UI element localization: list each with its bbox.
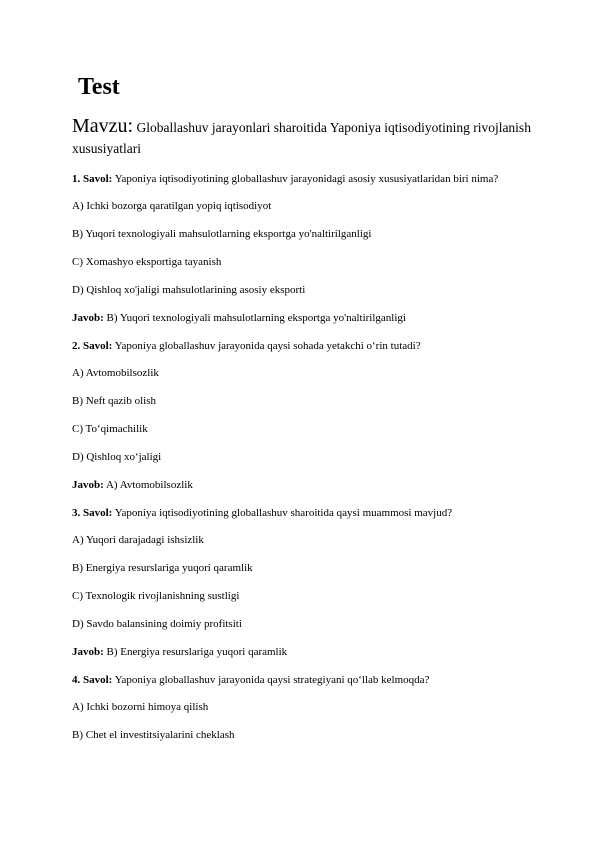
answer-1 <box>72 312 532 325</box>
question-text: Yaponiya globallashuv jarayonida qaysi strategiyani qo‘llab kelmoqda? <box>114 674 430 686</box>
option: A) Yuqori darajadagi ishsizlik <box>72 534 204 546</box>
option: B) Energiya resurslariga yuqori qaramlik <box>72 562 253 574</box>
question-number: 2. Savol: <box>72 340 113 352</box>
question-number: 3. Savol: <box>72 507 113 519</box>
option: A) Avtomobilsozlik <box>72 367 159 379</box>
option: A) Ichki bozorni himoya qilish <box>72 701 209 713</box>
answer-text: A) Avtomobilsozlik <box>105 479 193 491</box>
option: B) Yuqori texnologiyali mahsulotlarning eksportga yo'naltirilganligi <box>72 228 372 240</box>
option: B) Chet el investitsiyalarini cheklash <box>72 729 235 741</box>
answer-text: B) Yuqori texnologiyali mahsulotlarning eksportga yo'naltirilganligi <box>106 312 406 324</box>
topic-line <box>72 116 532 159</box>
option: C) Texnologik rivojlanishning sustligi <box>72 590 240 602</box>
option: C) To‘qimachilik <box>72 423 148 435</box>
topic-label: Mavzu <box>72 115 128 137</box>
topic-colon: : <box>127 115 134 137</box>
option: D) Savdo balansining doimiy profitsiti <box>72 618 242 630</box>
question-number: 1. Savol: <box>72 173 113 185</box>
question-number: 4. Savol: <box>72 674 113 686</box>
document-title: Test <box>78 74 120 100</box>
topic-text: Globallashuv jarayonlari sharoitida Yaponiya iqtisodiyotining rivojlanish xususiyatlari <box>72 120 531 156</box>
answer-label: Javob: <box>72 312 104 324</box>
question-3 <box>72 507 532 520</box>
option: C) Xomashyo eksportiga tayanish <box>72 256 222 268</box>
answer-2 <box>72 479 532 492</box>
option: B) Neft qazib olish <box>72 395 157 407</box>
option: D) Qishloq xo'jaligi mahsulotlarining asosiy eksporti <box>72 284 306 296</box>
answer-label: Javob: <box>72 479 104 491</box>
question-text: Yaponiya globallashuv jarayonida qaysi sohada yetakchi o‘rin tutadi? <box>114 340 421 352</box>
question-1 <box>72 173 532 186</box>
question-text: Yaponiya iqtisodiyotining globallashuv sharoitida qaysi muammosi mavjud? <box>114 507 453 519</box>
question-list <box>72 173 532 757</box>
answer-text: B) Energiya resurslariga yuqori qaramlik <box>106 646 288 658</box>
answer-3 <box>72 646 532 659</box>
option: A) Ichki bozorga qaratilgan yopiq iqtisodiyot <box>72 200 272 212</box>
question-text: Yaponiya iqtisodiyotining globallashuv jarayonidagi asosiy xususiyatlaridan biri nima? <box>114 173 499 185</box>
option: D) Qishloq xo‘jaligi <box>72 451 162 463</box>
question-4 <box>72 674 532 687</box>
question-2 <box>72 340 532 353</box>
answer-label: Javob: <box>72 646 104 658</box>
